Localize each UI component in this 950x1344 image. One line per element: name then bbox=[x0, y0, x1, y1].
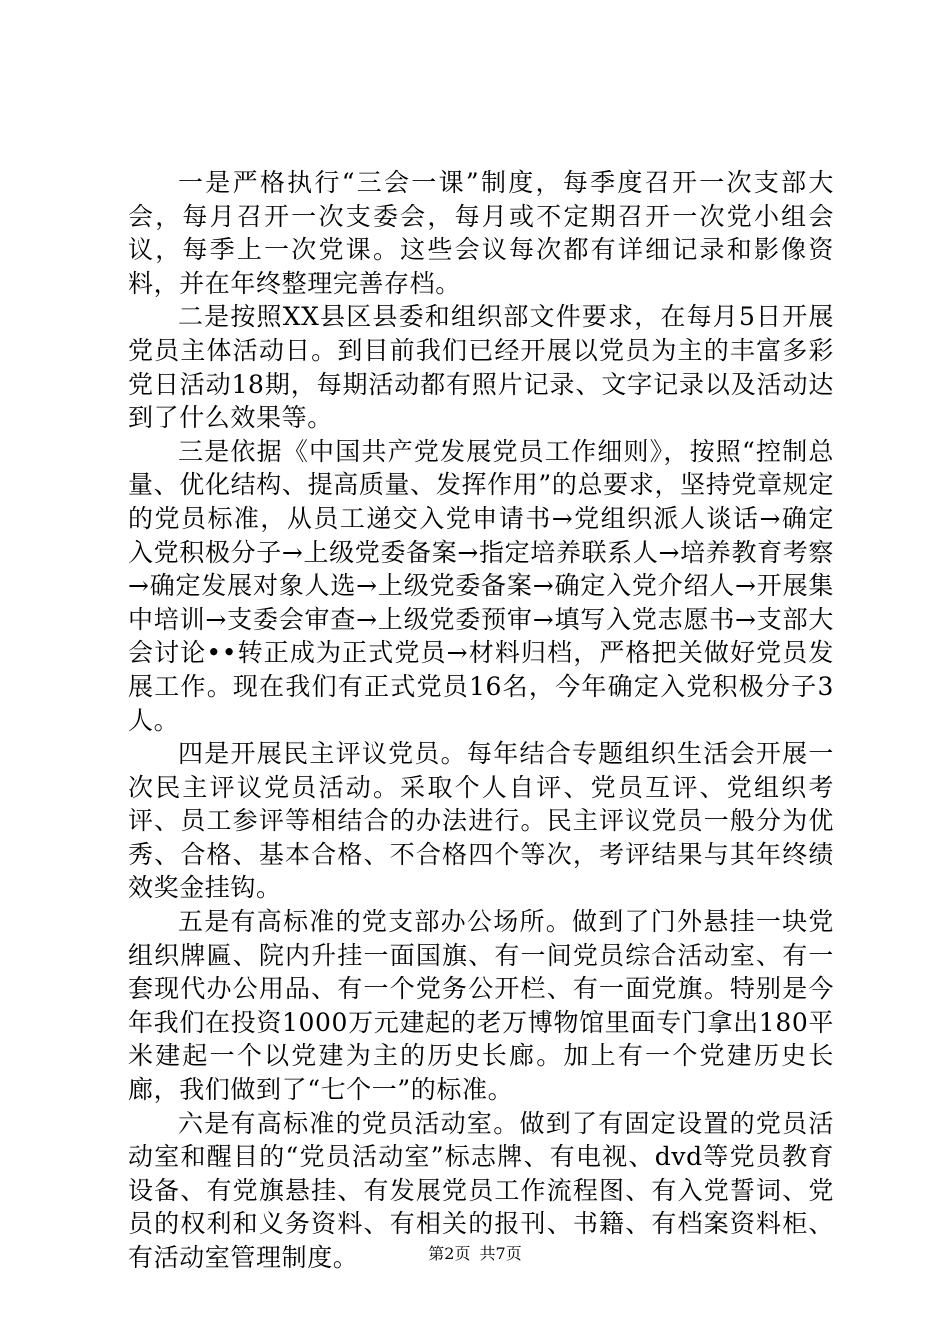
paragraph-6: 六是有高标准的党员活动室。做到了有固定设置的党员活动室和醒目的“党员活动室”标志牌、有电视、dvd等党员教育设备、有党旗悬挂、有发展党员工作流程图、有入党誓词、党员的权利和义务资料、有相关的报刊、书籍、有档案资料柜、有活动室管理制度。 bbox=[128, 1108, 834, 1272]
page-total: 共7页 bbox=[479, 1244, 522, 1263]
paragraph-2: 二是按照XX县区县委和组织部文件要求，在每月5日开展党员主体活动日。到目前我们已经开展以党员为主的丰富多彩党日活动18期，每期活动都有照片记录、文字记录以及活动达到了什么效果等。 bbox=[128, 302, 834, 433]
document-body bbox=[128, 166, 834, 1275]
paragraph-4: 四是开展民主评议党员。每年结合专题组织生活会开展一次民主评议党员活动。采取个人自评、党员互评、党组织考评、员工参评等相结合的办法进行。民主评议党员一般分为优秀、合格、基本合格、不合格四个等次，考评结果与其年终绩效奖金挂钩。 bbox=[128, 739, 834, 903]
paragraph-3: 三是依据《中国共产党发展党员工作细则》，按照“控制总量、优化结构、提高质量、发挥作用”的总要求，坚持党章规定的党员标准，从员工递交入党申请书→党组织派人谈话→确定入党积极分子→上级党委备案→指定培养联系人→培养教育考察→确定发展对象人选→上级党委备案→确定入党介绍人→开展集中培训→支委会审查→上级党委预审→填写入党志愿书→支部大会讨论••转正成为正式党员→材料归档，严格把关做好党员发展工作。现在我们有正式党员16名，今年确定入党积极分子3人。 bbox=[128, 436, 834, 735]
paragraph-5: 五是有高标准的党支部办公场所。做到了门外悬挂一块党组织牌匾、院内升挂一面国旗、有一间党员综合活动室、有一套现代办公用品、有一个党务公开栏、有一面党旗。特别是今年我们在投资1000万元建起的老万博物馆里面专门拿出180平米建起一个以党建为主的历史长廊。加上有一个党建历史长廊，我们做到了“七个一”的标准。 bbox=[128, 907, 834, 1105]
page-footer bbox=[0, 1244, 950, 1264]
paragraph-1: 一是严格执行“三会一课”制度，每季度召开一次支部大会，每月召开一次支委会，每月或不定期召开一次党小组会议，每季上一次党课。这些会议每次都有详细记录和影像资料，并在年终整理完善存档。 bbox=[128, 168, 834, 298]
page-number: 第2页 bbox=[428, 1244, 471, 1263]
